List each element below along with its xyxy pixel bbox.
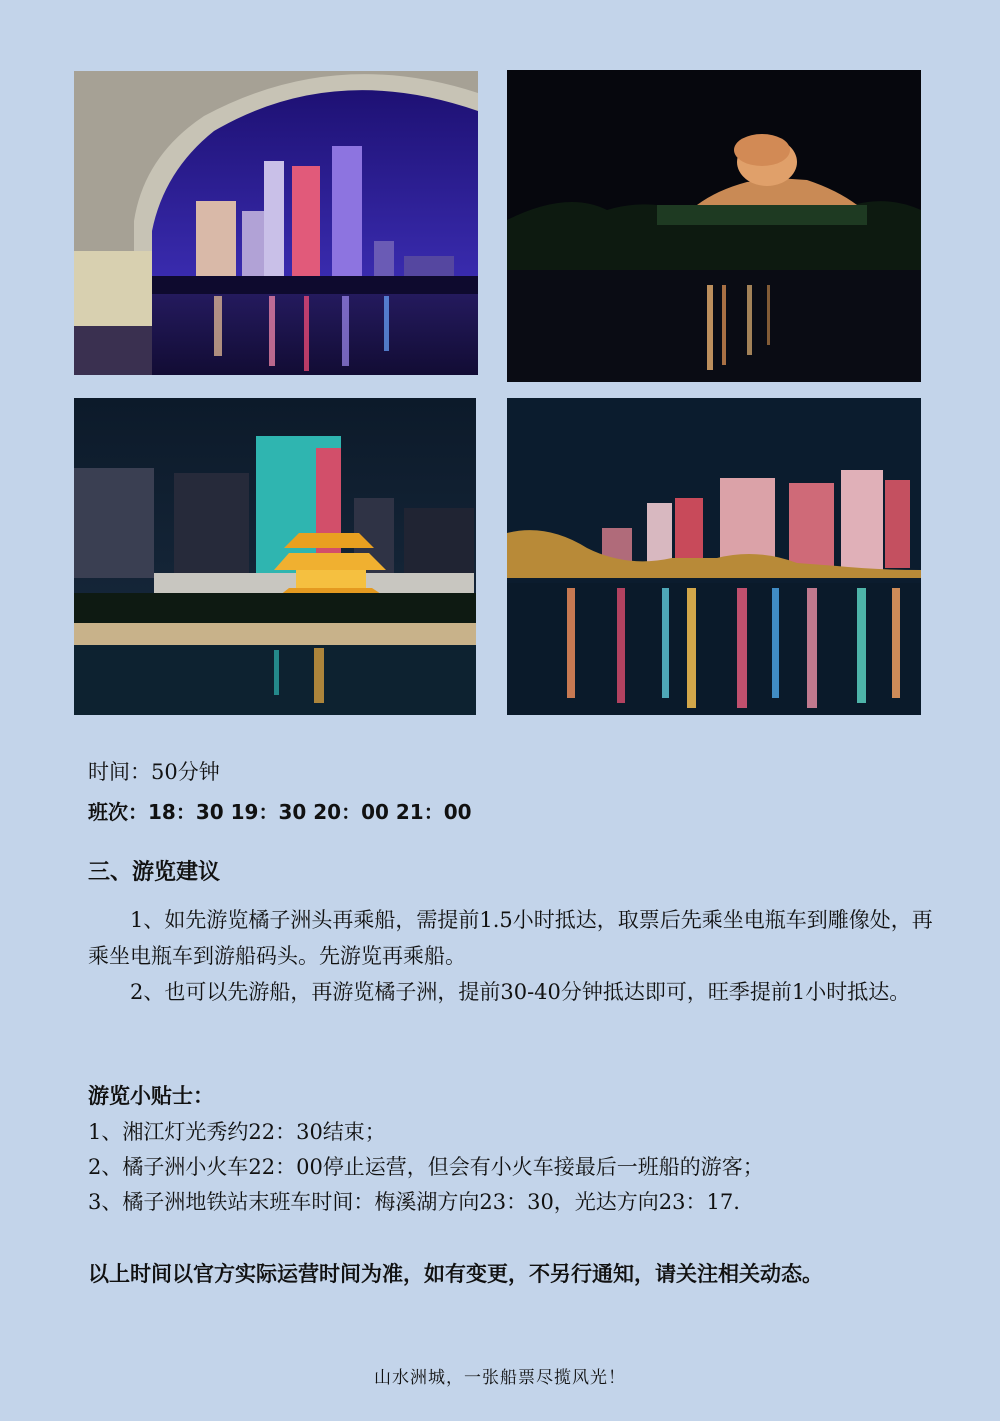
photo-bridge-city-lights: [507, 398, 921, 715]
footer-slogan: 山水洲城，一张船票尽揽风光！: [374, 1368, 626, 1388]
photo-pavilion-night: [74, 398, 476, 715]
section-title: 三、游览建议: [88, 860, 221, 885]
tip-item: 3、橘子洲地铁站末班车时间：梅溪湖方向23：30，光达方向23：17.: [88, 1190, 740, 1214]
tip-item: 2、橘子洲小火车22：00停止运营，但会有小火车接最后一班船的游客；: [88, 1155, 764, 1179]
tip-item: 1、湘江灯光秀约22：30结束；: [88, 1120, 386, 1144]
photo-statue-night: [507, 70, 921, 382]
photo-bridge-skyline: [74, 71, 478, 375]
tips-title: 游览小贴士：: [88, 1084, 214, 1108]
cruise-duration: 时间：50分钟: [88, 760, 220, 784]
notice-text: 以上时间以官方实际运营时间为准，如有变更，不另行通知，请关注相关动态。: [88, 1262, 823, 1286]
suggestion-paragraph: 1、如先游览橘子洲头再乘船，需提前1.5小时抵达，取票后先乘坐电瓶车到雕像处，再乘坐电瓶车到游船码头。先游览再乘船。: [88, 908, 933, 968]
suggestion-paragraph: 2、也可以先游船，再游览橘子洲，提前30-40分钟抵达即可，旺季提前1小时抵达。: [130, 980, 911, 1004]
departure-times: 班次：18：30 19：30 20：00 21：00: [88, 800, 472, 824]
